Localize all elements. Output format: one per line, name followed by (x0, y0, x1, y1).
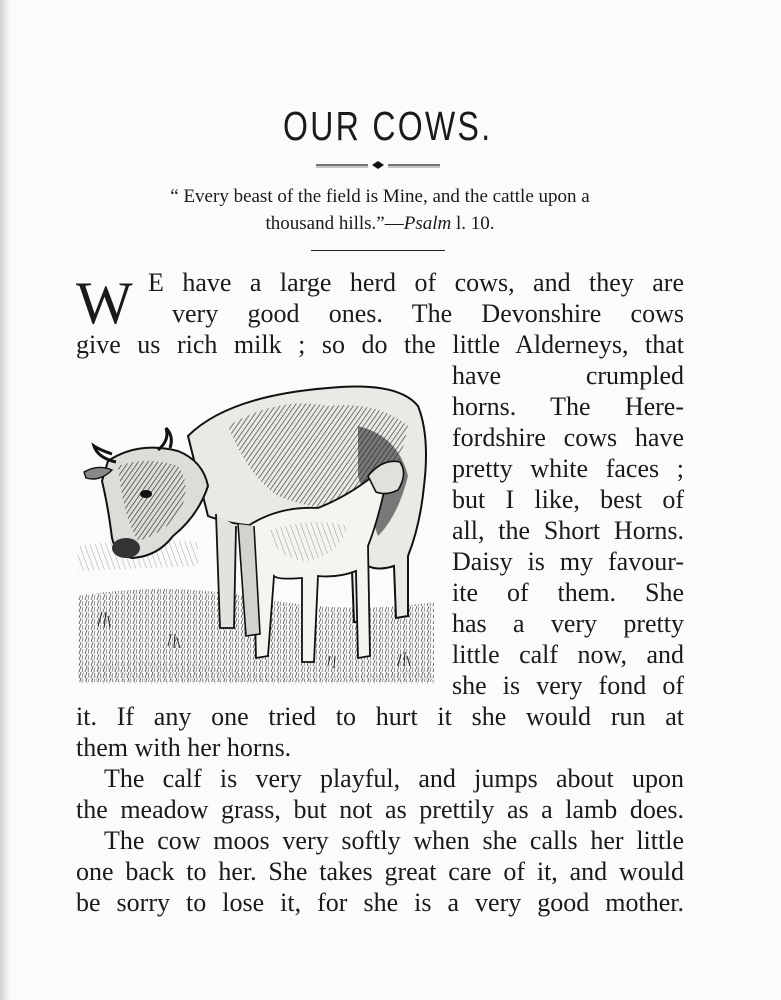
ornament-rule-icon (316, 158, 440, 172)
text-line: fordshire cows have (452, 423, 684, 452)
text-line: be sorry to lose it, for she is a very good mother. (76, 888, 684, 917)
text-line: the meadow grass, but not as prettily as a lamb does. (76, 795, 684, 824)
text-line: The cow moos very softly when she calls her little (104, 826, 684, 855)
text-line: horns. The Here- (452, 392, 684, 421)
text-line: them with her horns. (76, 733, 292, 762)
epigraph-line-1: “ Every beast of the field is Mine, and the cattle upon a (170, 186, 590, 207)
cow-and-calf-icon (78, 366, 434, 688)
drop-cap: W (76, 270, 133, 336)
epigraph-rule (311, 250, 445, 251)
text-line: one back to her. She takes great care of it, and would (76, 857, 684, 886)
text-line: E have a large herd of cows, and they are (148, 268, 684, 297)
page-gutter-shadow (0, 0, 10, 1000)
epigraph-text: thousand hills.”— (265, 213, 404, 234)
text-line: has a very pretty (452, 609, 684, 638)
text-line: very good ones. The Devonshire cows (172, 299, 684, 328)
text-line: all, the Short Horns. (452, 516, 684, 545)
text-line: but I like, best of (452, 485, 684, 514)
text-line: have crumpled (452, 361, 684, 390)
text-line: pretty white faces ; (452, 454, 684, 483)
epigraph-line-2 (100, 210, 660, 237)
text-line: it. If any one tried to hurt it she would run at (76, 702, 684, 731)
epigraph (100, 183, 660, 237)
text-line: Daisy is my favour- (452, 547, 684, 576)
text-line: little calf now, and (452, 640, 684, 669)
text-line: The calf is very playful, and jumps about upon (104, 764, 684, 793)
epigraph-reference: Psalm (403, 213, 452, 234)
epigraph-verse: l. 10. (451, 213, 495, 234)
text-line: give us rich milk ; so do the little Alderneys, that (76, 330, 684, 359)
page-title: OUR COWS. (283, 103, 493, 149)
text-line: ite of them. She (452, 578, 684, 607)
text-line: she is very fond of (452, 671, 684, 700)
